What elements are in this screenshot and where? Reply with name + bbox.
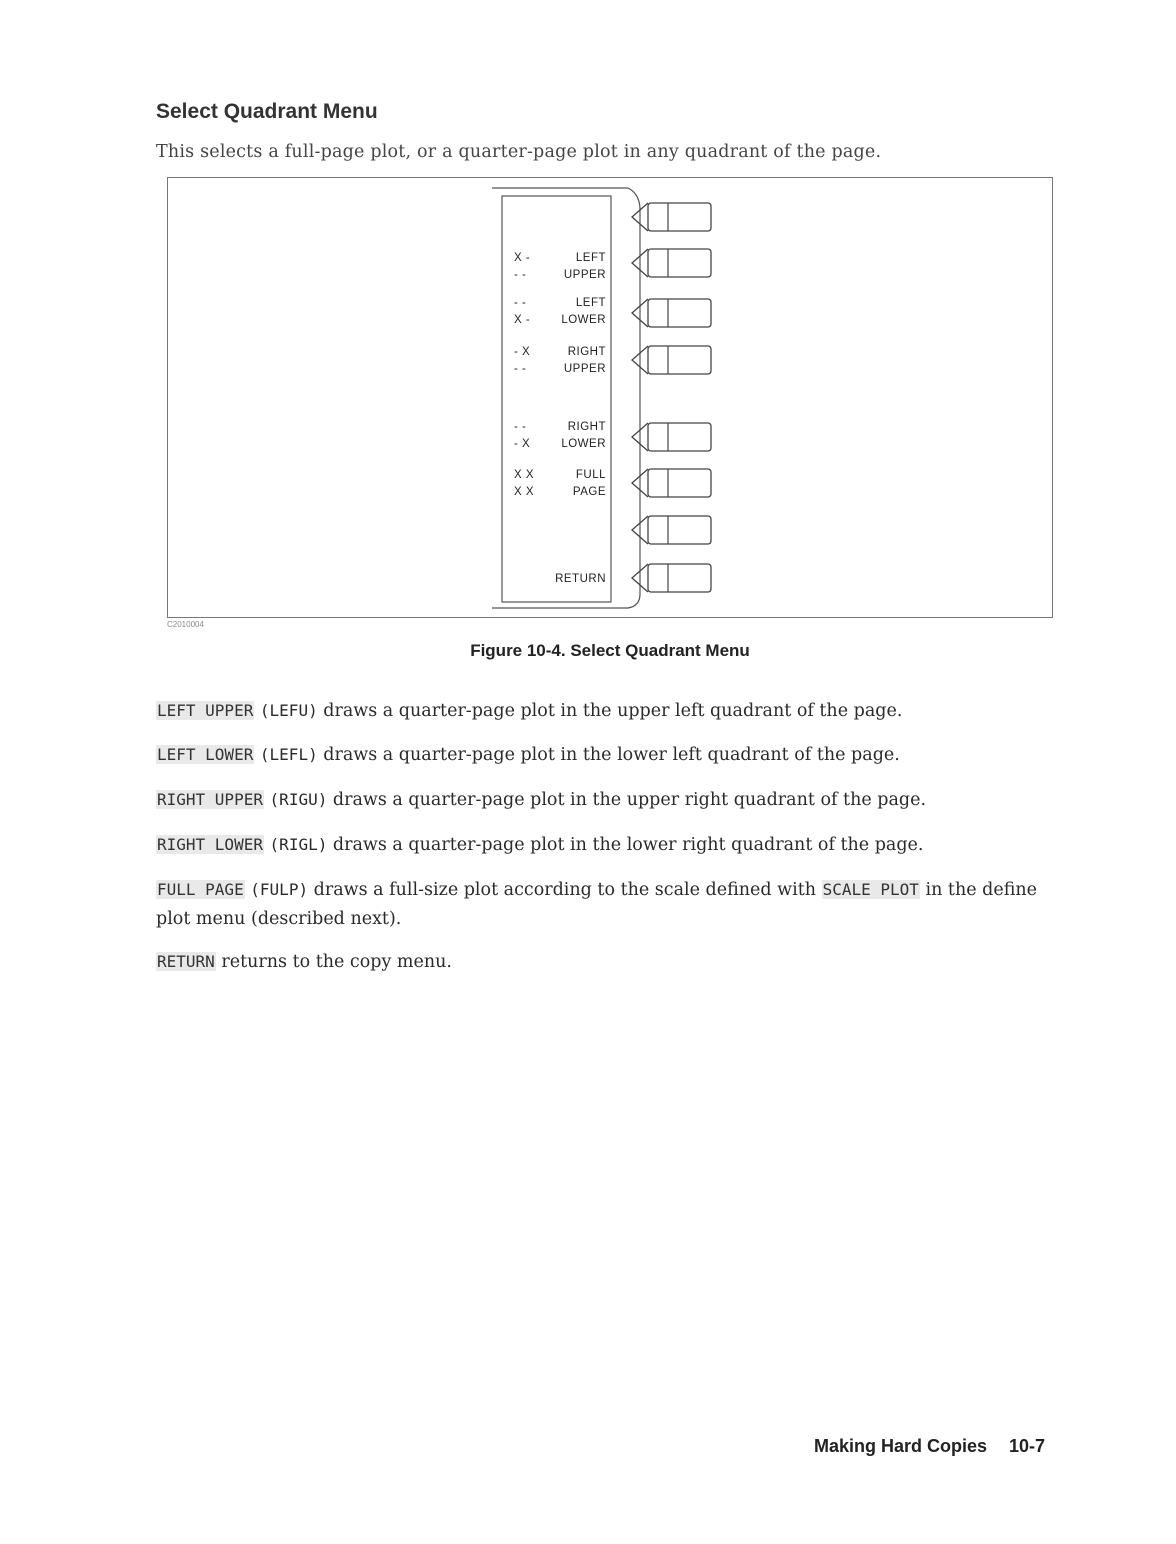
softkey-label-line2: LOWER — [561, 438, 606, 450]
softkey-button — [648, 516, 711, 544]
softkey-label-line1: LEFT — [575, 297, 606, 309]
mnemonic: (RIGU) — [269, 790, 328, 809]
desc-return — [156, 947, 1056, 977]
softkey-button — [648, 346, 711, 374]
desc-text: draws a quarter-page plot in the upper left quadrant of the page. — [317, 701, 903, 721]
softkey-code-line2: X - — [514, 314, 531, 326]
softkey-label-line1: LEFT — [575, 252, 606, 264]
softkey-code-line1: X - — [514, 252, 531, 264]
mnemonic: (FULP) — [250, 880, 309, 899]
softkey-row — [514, 469, 711, 498]
softkey-code-line1: - - — [514, 421, 527, 433]
desc-left-lower — [156, 740, 1056, 770]
desc-right-lower — [156, 830, 1056, 860]
softkey-label-line1: RIGHT — [567, 421, 606, 433]
figure-code: C2010004 — [167, 620, 204, 629]
softkey-row — [632, 203, 711, 231]
desc-text: returns to the copy menu. — [215, 952, 452, 972]
softkey-label-line1: RIGHT — [567, 346, 606, 358]
softkey-left-lower: LEFT LOWER — [157, 745, 254, 764]
desc-text: draws a full-size plot according to the scale defined with — [308, 880, 822, 900]
softkey-code-line2: - - — [514, 269, 527, 281]
softkey-button — [648, 423, 711, 451]
softkey-code-line2: - - — [514, 363, 527, 375]
softkey-label-line2: LOWER — [561, 314, 606, 326]
mnemonic: (RIGL) — [269, 835, 328, 854]
mnemonic: (LEFL) — [259, 745, 318, 764]
desc-text: draws a quarter-page plot in the upper right quadrant of the page. — [327, 790, 927, 810]
desc-right-upper — [156, 785, 1056, 815]
page-footer — [814, 1436, 1045, 1457]
desc-text: draws a quarter-page plot in the lower right quadrant of the page. — [327, 835, 924, 855]
softkey-row — [514, 297, 711, 327]
softkey-label-line2: PAGE — [572, 486, 606, 498]
desc-text: draws a quarter-page plot in the lower left quadrant of the page. — [317, 745, 900, 765]
softkey-menu-diagram — [0, 0, 1176, 640]
intro-paragraph: This selects a full-page plot, or a quarter-page plot in any quadrant of the page. — [156, 142, 882, 162]
softkey-code-line2: X X — [514, 486, 535, 498]
softkey-full-page: FULL PAGE — [157, 880, 244, 899]
softkey-label-line2: UPPER — [563, 269, 606, 281]
section-heading: Select Quadrant Menu — [156, 100, 378, 123]
softkey-code-line1: - - — [514, 297, 527, 309]
softkey-label-line1: FULL — [575, 469, 606, 481]
softkey-code-line1: - X — [514, 346, 531, 358]
softkey-row — [514, 249, 711, 281]
desc-text-continued: in the define plot menu (described next). — [156, 880, 1037, 929]
softkey-scale-plot: SCALE PLOT — [822, 880, 919, 899]
figure-caption: Figure 10-4. Select Quadrant Menu — [470, 641, 750, 660]
softkey-right-lower: RIGHT LOWER — [157, 835, 263, 854]
softkey-row — [555, 564, 711, 592]
desc-full-page — [156, 875, 1056, 934]
footer-page-number: 10-7 — [1009, 1436, 1046, 1456]
softkey-button — [648, 203, 711, 231]
softkey-code-line1: X X — [514, 469, 535, 481]
footer-section-title: Making Hard Copies — [814, 1436, 988, 1456]
softkey-label-line1: RETURN — [555, 573, 606, 585]
mnemonic: (LEFU) — [259, 701, 318, 720]
softkey-row — [514, 421, 711, 451]
softkey-button — [648, 249, 711, 277]
desc-left-upper — [156, 696, 1056, 726]
softkey-row — [514, 346, 711, 375]
softkey-button — [648, 564, 711, 592]
softkey-right-upper: RIGHT UPPER — [157, 790, 263, 809]
softkey-left-upper: LEFT UPPER — [157, 701, 254, 720]
softkey-label-line2: UPPER — [563, 363, 606, 375]
softkey-button — [648, 469, 711, 497]
softkey-button — [648, 299, 711, 327]
softkey-row — [632, 516, 711, 544]
softkey-return: RETURN — [157, 952, 215, 971]
softkey-code-line2: - X — [514, 438, 531, 450]
